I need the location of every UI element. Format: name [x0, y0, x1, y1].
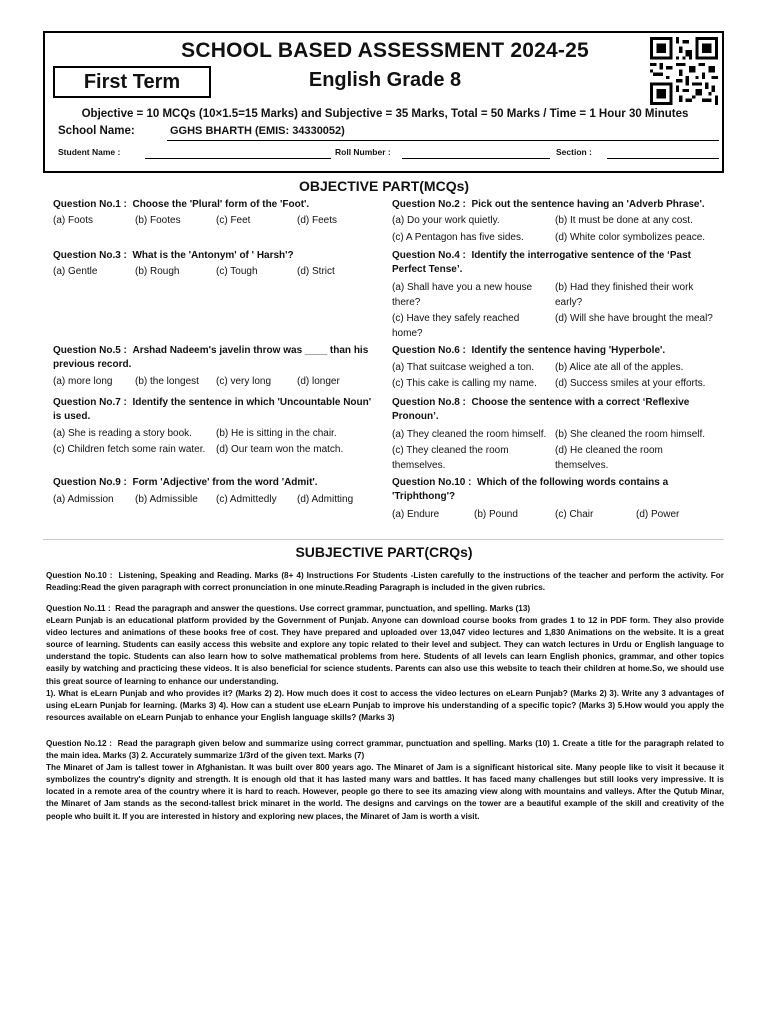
option-c[interactable]: (c) Feet	[216, 215, 251, 226]
subject-title: English Grade 8	[308, 69, 462, 91]
school-name-value: GGHS BHARTH (EMIS: 34330052)	[170, 125, 345, 137]
student-name-line[interactable]	[145, 158, 331, 159]
option-d[interactable]: (d) Our team won the match.	[216, 444, 344, 455]
question-1-options	[53, 214, 378, 228]
school-name-label: School Name:	[58, 125, 135, 137]
option-d[interactable]: (d) White color symbolizes peace.	[555, 232, 706, 243]
question-7-options	[53, 427, 378, 457]
option-c[interactable]: (c) They cleaned the room themselves.	[392, 445, 509, 471]
roll-number-line[interactable]	[402, 158, 550, 159]
option-a[interactable]: (a) Foots	[53, 215, 94, 226]
option-a[interactable]: (a) Admission	[53, 494, 114, 505]
section-line[interactable]	[607, 158, 719, 159]
question-6-options	[392, 361, 722, 391]
option-a[interactable]: (a) Endure	[392, 509, 440, 520]
student-info-row	[45, 145, 725, 165]
question-1: Question No.1 : Choose the 'Plural' form of the 'Foot'.	[53, 199, 310, 210]
option-b[interactable]: (b) Footes	[135, 215, 181, 226]
question-2-options	[392, 214, 722, 244]
option-a[interactable]: (a) They cleaned the room himself.	[392, 429, 547, 440]
option-d[interactable]: (d) Will she have brought the meal?	[555, 313, 713, 324]
option-b[interactable]: (b) Admissible	[135, 494, 198, 505]
question-3: Question No.3 : What is the 'Antonym' of ' Harsh'?	[53, 250, 294, 261]
option-b[interactable]: (b) She cleaned the room himself.	[555, 429, 706, 440]
option-c[interactable]: (c) A Pentagon has five sides.	[392, 232, 524, 243]
question-2: Question No.2 : Pick out the sentence having an 'Adverb Phrase'.	[392, 199, 705, 210]
qr-code-icon	[650, 37, 718, 105]
section-label: Section :	[556, 147, 592, 157]
term-label: First Term	[53, 66, 211, 98]
option-c[interactable]: (c) Tough	[216, 266, 258, 277]
option-c[interactable]: (c) Admittedly	[216, 494, 277, 505]
option-c[interactable]: (c) Have they safely reached home?	[392, 313, 520, 339]
question-11-questions: 1). What is eLearn Punjab and who provides it? (Marks 2) 2). How much does it cost to access the video lectures on eLearn Punjab? (Marks 2) 3). Write any 3 advantages of using eLearn Punjab for learning. (Marks 3) 4). How can a student use eLearn Punjab to improve his understanding of a specific topic? (Marks 3) 5.How would you apply the resources available on eLearn Punjab to enhance your English language skills? (Marks 3)	[46, 688, 724, 722]
question-11: Question No.11 : Read the paragraph and answer the questions. Use correct grammar, punctuation, and spelling. Marks (13) eLearn Punjab is an educational platform provided by the Government of Punjab. Anyone can download course books from grades 1 to 12 in PDF form. They also provide video lectures and animations of these books free of cost. They have prepared and uploaded over 13,047 video lectures and 1,830 Animations on the website. It is a great source of learning. Students can easily access this website and explore any topic related to their level and subject. They can watch lectures in Urdu or English language to understand the topic. Students can also learn how to solve mathematical problems from here. Students of all levels can learn English phonics, grammar, and other topics easily by watching and practicing these videos. It is also beneficial for science students. Parents can also use this website to teach their children at home.So, we should use this great source of learning to enhance our understanding. 1). What is eLearn Punjab and who provides it? (Marks 2) 2). How much does it cost to access the video lectures on eLearn Punjab? (Marks 2) 3). Write any 3 advantages of using eLearn Punjab for learning. (Marks 3) 4). How can a student use eLearn Punjab to improve his understanding of a specific topic? (Marks 3) 5.How would you apply the resources available on eLearn Punjab to enhance your English language skills? (Marks 3)	[46, 603, 724, 724]
option-d[interactable]: (d) longer	[297, 376, 340, 387]
question-10: Question No.10 : Which of the following words contains a 'Triphthong'?	[392, 477, 669, 502]
question-4: Question No.4 : Identify the interrogative sentence of the ‘Past Perfect Tense’.	[392, 250, 691, 275]
option-b[interactable]: (b) Had they finished their work early?	[555, 282, 694, 308]
question-11-paragraph: eLearn Punjab is an educational platform provided by the Government of Punjab. Anyone can download course books from grades 1 to 12 in PDF form. They also provide video lectures and animations of these books free of cost. They have prepared and uploaded over 13,047 video lectures and 1,830 Animations on the website. It is a great source of learning. Students can easily access this website and explore any topic related to their level and subject. They can watch lectures in Urdu or English language to understand the topic. Students can also learn how to solve mathematical problems from here. Students of all levels can learn English phonics, grammar, and other topics easily by watching and practicing these videos. It is also beneficial for science students. Parents can also use this website to teach their children at home.So, we should use this great source of learning to enhance our understanding.	[46, 616, 724, 686]
option-b[interactable]: (b) Alice ate all of the apples.	[555, 362, 684, 373]
option-a[interactable]: (a) Do your work quietly.	[392, 215, 500, 226]
option-c[interactable]: (c) Chair	[555, 509, 594, 520]
option-b[interactable]: (b) It must be done at any cost.	[555, 215, 693, 226]
option-d[interactable]: (d) Strict	[297, 266, 335, 277]
option-d[interactable]: (d) Success smiles at your efforts.	[555, 378, 706, 389]
question-5: Question No.5 : Arshad Nadeem's javelin throw was ____ than his previous record.	[53, 345, 369, 370]
question-9-options	[53, 493, 378, 507]
school-name-rule	[167, 140, 719, 141]
exam-title: SCHOOL BASED ASSESSMENT 2024-25	[181, 39, 589, 62]
option-b[interactable]: (b) He is sitting in the chair.	[216, 428, 337, 439]
option-a[interactable]: (a) Gentle	[53, 266, 98, 277]
question-10-subjective: Question No.10 : Listening, Speaking and Reading. Marks (8+ 4) Instructions For Students -Listen carefully to the instructions of the teacher and perform the activity. For Reading:Read the given paragraph with correct pronunciation in one minute.Reading Paragraph is included in the given rubrics.	[46, 571, 724, 593]
option-d[interactable]: (d) Admitting	[297, 494, 354, 505]
subjective-heading: SUBJECTIVE PART(CRQs)	[295, 544, 473, 560]
question-10-options	[392, 508, 722, 522]
option-b[interactable]: (b) Rough	[135, 266, 180, 277]
marks-summary: Objective = 10 MCQs (10×1.5=15 Marks) and Subjective = 35 Marks, Total = 50 Marks / Time = 1 Hour 30 Minutes	[81, 108, 689, 120]
option-b[interactable]: (b) the longest	[135, 376, 199, 387]
option-c[interactable]: (c) This cake is calling my name.	[392, 378, 537, 389]
option-a[interactable]: (a) Shall have you a new house there?	[392, 282, 533, 308]
option-c[interactable]: (c) very long	[216, 376, 272, 387]
question-9: Question No.9 : Form 'Adjective' from the word 'Admit'.	[53, 477, 318, 488]
question-3-options	[53, 265, 378, 279]
option-c[interactable]: (c) Children fetch some rain water.	[53, 444, 206, 455]
question-12-paragraph: The Minaret of Jam is tallest tower in Afghanistan. It was built over 800 years ago. The Minaret of Jam is a significant historical site. Many people like to visit it because it symbolizes the country's dignity and strength. It is enough old that it has lasted many wars and battles. It has faced many challenges but still looks very impressive. It is located in a remote area of the country where it is hard to reach. However, people go there to see its amazing view along with mountains and valleys. After the Qutub Minar, the Minaret of Jam stands as the second-tallest brick minaret in the world. The designs and carvings on the tower are a beautiful example of the skill and creativity of the people who built it. If you are interested in history and exploring new places, the Minaret of Jam is worth a visit.	[46, 763, 724, 821]
header-frame	[43, 31, 724, 173]
option-a[interactable]: (a) That suitcase weighed a ton.	[392, 362, 535, 373]
option-a[interactable]: (a) more long	[53, 376, 113, 387]
question-7: Question No.7 : Identify the sentence in which 'Uncountable Noun' is used.	[53, 397, 372, 422]
question-12: Question No.12 : Read the paragraph given below and summarize using correct grammar, punctuation and spelling. Marks (10) 1. Create a title for the paragraph related to the main idea. Marks (3) 2. Accurately summarize 1/3rd of the given text. Marks (7) The Minaret of Jam is tallest tower in Afghanistan. It was built over 800 years ago. The Minaret of Jam is a significant historical site. Many people like to visit it because it symbolizes the country's dignity and strength. It is enough old that it has lasted many wars and battles. It has faced many challenges but still looks very impressive. It is located in a remote area of the country where it is hard to reach. However, people go there to see its amazing view along with mountains and valleys. After the Qutub Minar, the Minaret of Jam stands as the second-tallest brick minaret in the world. The designs and carvings on the tower are a beautiful example of the skill and creativity of the people who built it. If you are interested in history and exploring new places, the Minaret of Jam is worth a visit.	[46, 738, 724, 823]
option-d[interactable]: (d) He cleaned the room themselves.	[555, 445, 663, 471]
option-b[interactable]: (b) Pound	[474, 509, 518, 520]
section-divider	[43, 539, 724, 540]
question-6: Question No.6 : Identify the sentence having 'Hyperbole'.	[392, 345, 666, 356]
roll-number-label: Roll Number :	[335, 147, 391, 157]
objective-heading: OBJECTIVE PART(MCQs)	[298, 178, 470, 194]
option-d[interactable]: (d) Power	[636, 509, 680, 520]
question-8: Question No.8 : Choose the sentence with a correct ‘Reflexive Pronoun’.	[392, 397, 690, 422]
student-name-label: Student Name :	[58, 147, 121, 157]
question-5-options	[53, 375, 378, 389]
option-d[interactable]: (d) Feets	[297, 215, 338, 226]
option-a[interactable]: (a) She is reading a story book.	[53, 428, 192, 439]
